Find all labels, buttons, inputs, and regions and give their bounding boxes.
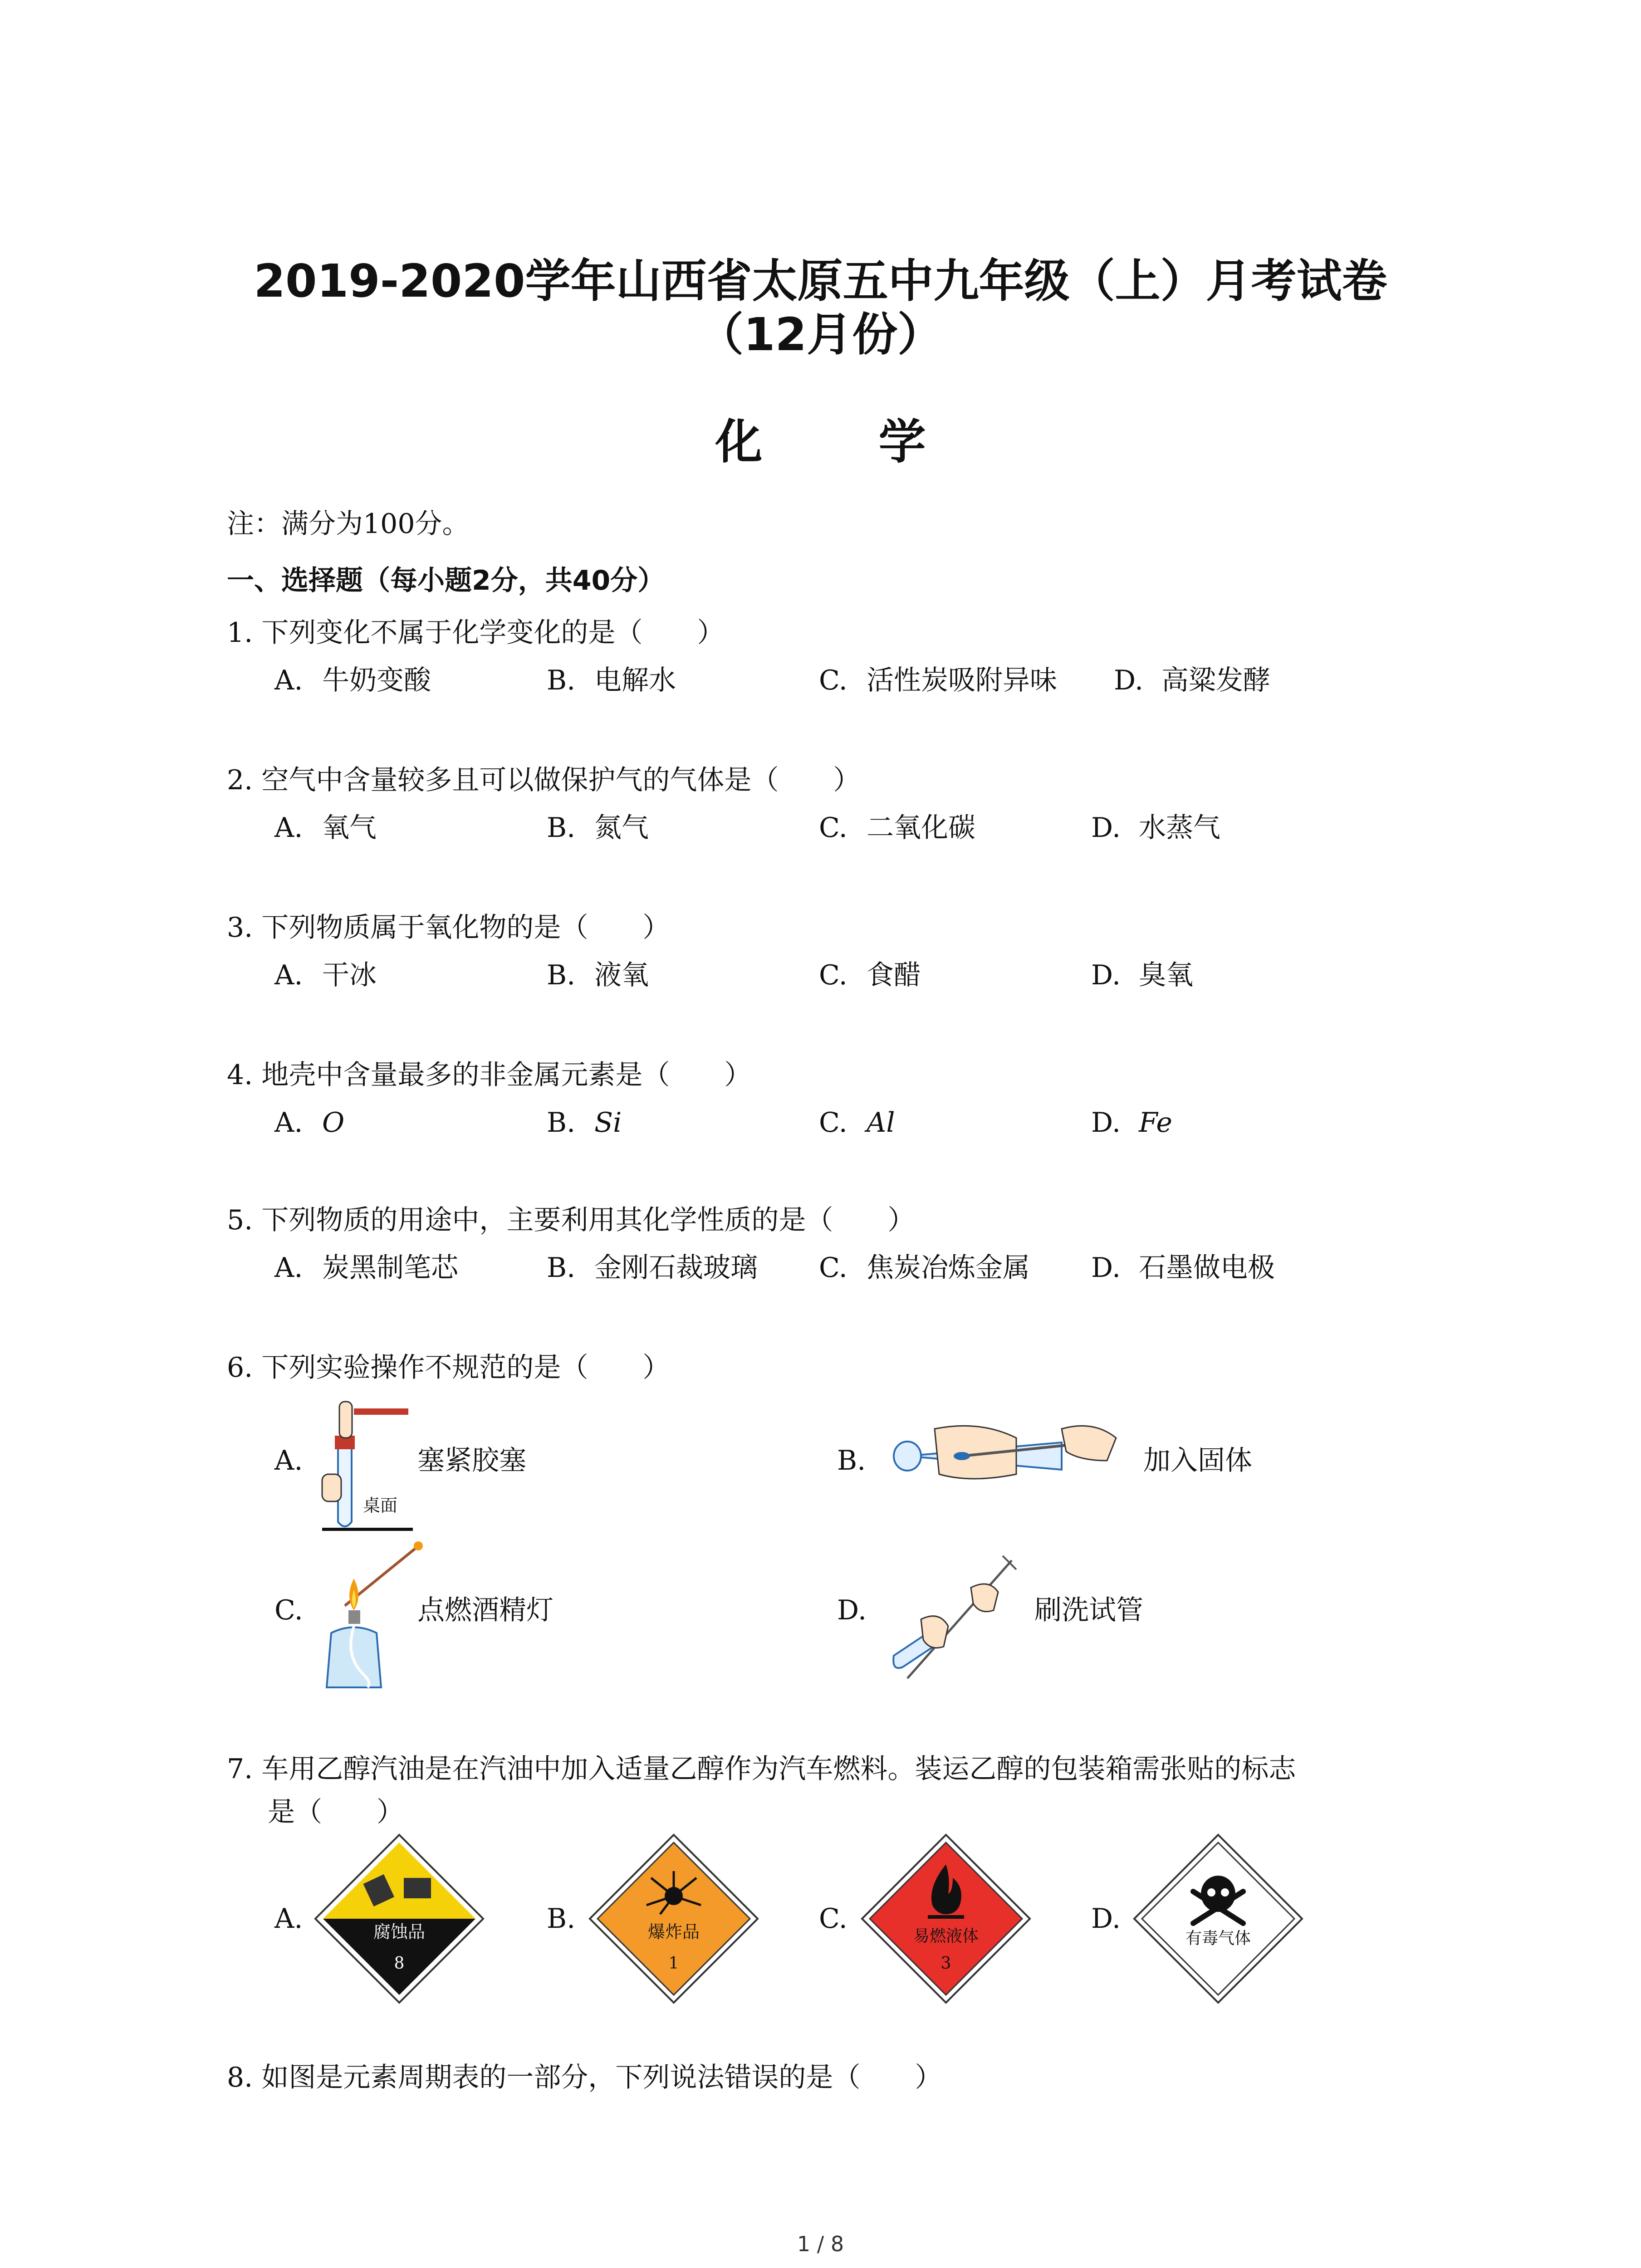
q4-option-c[interactable]: C. Al: [819, 1107, 895, 1139]
stopper-test-tube-figure: [313, 1393, 422, 1542]
explosive-sign-number: 1: [668, 1954, 679, 1973]
desk-label: 桌面: [363, 1496, 398, 1515]
question-7-stem-line2: 是（ ）: [268, 1796, 404, 1828]
exam-title-month: （12月份）: [698, 308, 943, 361]
page-number: 1 / 8: [797, 2232, 844, 2256]
exam-title: 2019-2020学年山西省太原五中九年级（上）月考试卷: [254, 254, 1387, 308]
q6-option-a-letter[interactable]: A.: [274, 1445, 303, 1476]
q2-option-b[interactable]: B. 氮气: [547, 812, 649, 844]
subject-heading: 化 学: [715, 414, 976, 469]
q1-option-a[interactable]: A. 牛奶变酸: [274, 665, 431, 696]
q2-option-c[interactable]: C. 二氧化碳: [819, 812, 975, 844]
flammable-sign-label: 易燃液体: [913, 1927, 979, 1945]
q3-option-d[interactable]: D. 臭氧: [1091, 959, 1193, 991]
q1-option-b[interactable]: B. 电解水: [547, 665, 676, 696]
question-2-stem: 2. 空气中含量较多且可以做保护气的气体是（ ）: [227, 764, 861, 796]
q2-option-a[interactable]: A. 氧气: [274, 812, 377, 844]
q3-option-a[interactable]: A. 干冰: [274, 959, 377, 991]
q6-option-c-letter[interactable]: C.: [274, 1594, 303, 1626]
add-solid-figure: [880, 1411, 1134, 1501]
q4-option-a[interactable]: A. O: [274, 1107, 345, 1139]
flammable-sign-number: 3: [941, 1954, 951, 1973]
q6-option-d-letter[interactable]: D.: [837, 1594, 867, 1626]
q5-option-a[interactable]: A. 炭黑制笔芯: [274, 1252, 458, 1284]
q1-option-c[interactable]: C. 活性炭吸附异味: [819, 665, 1057, 696]
question-4-stem: 4. 地壳中含量最多的非金属元素是（ ）: [227, 1059, 752, 1091]
q3-option-b[interactable]: B. 液氧: [547, 959, 649, 991]
corrosive-sign-number: 8: [394, 1954, 405, 1973]
q7-option-c-letter[interactable]: C.: [819, 1903, 847, 1935]
question-5-stem: 5. 下列物质的用途中，主要利用其化学性质的是（ ）: [227, 1204, 915, 1236]
question-7-stem-line1: 7. 车用乙醇汽油是在汽油中加入适量乙醇作为汽车燃料。装运乙醇的包装箱需张贴的标志: [227, 1753, 1296, 1785]
question-8-stem: 8. 如图是元素周期表的一部分，下列说法错误的是（ ）: [227, 2062, 942, 2093]
q6-option-b-letter[interactable]: B.: [837, 1445, 866, 1476]
q4-option-d[interactable]: D. Fe: [1091, 1107, 1172, 1139]
q5-option-d[interactable]: D. 石墨做电极: [1091, 1252, 1275, 1284]
q5-option-b[interactable]: B. 金刚石裁玻璃: [547, 1252, 758, 1284]
score-note: 注：满分为100分。: [227, 508, 470, 540]
q5-option-c[interactable]: C. 焦炭冶炼金属: [819, 1252, 1030, 1284]
q6-option-a-text: 塞紧胶塞: [417, 1445, 526, 1476]
brush-test-tube-figure: [880, 1542, 1030, 1692]
question-6-stem: 6. 下列实验操作不规范的是（ ）: [227, 1352, 670, 1383]
q6-option-c-text: 点燃酒精灯: [417, 1594, 554, 1626]
explosive-sign: [588, 1833, 760, 2005]
q1-option-d[interactable]: D. 高粱发酵: [1114, 665, 1270, 696]
toxic-sign-label: 有毒气体: [1185, 1929, 1251, 1948]
q3-option-c[interactable]: C. 食醋: [819, 959, 921, 991]
flammable-liquid-sign: [860, 1833, 1032, 2005]
corrosive-sign-label: 腐蚀品: [373, 1922, 426, 1942]
q4-option-b[interactable]: B. Si: [547, 1107, 622, 1139]
explosive-sign-label: 爆炸品: [647, 1922, 700, 1942]
alcohol-lamp-figure: [313, 1538, 431, 1696]
question-3-stem: 3. 下列物质属于氧化物的是（ ）: [227, 912, 670, 943]
corrosive-sign: [313, 1833, 485, 2005]
q7-option-a-letter[interactable]: A.: [274, 1903, 303, 1935]
toxic-gas-sign: [1132, 1833, 1304, 2005]
q6-option-d-text: 刷洗试管: [1034, 1594, 1143, 1626]
q2-option-d[interactable]: D. 水蒸气: [1091, 812, 1220, 844]
q6-option-b-text: 加入固体: [1143, 1445, 1252, 1476]
section-title: 一、选择题（每小题2分，共40分）: [227, 565, 665, 596]
question-1-stem: 1. 下列变化不属于化学变化的是（ ）: [227, 617, 725, 649]
q7-option-b-letter[interactable]: B.: [547, 1903, 576, 1935]
q7-option-d-letter[interactable]: D.: [1091, 1903, 1121, 1935]
